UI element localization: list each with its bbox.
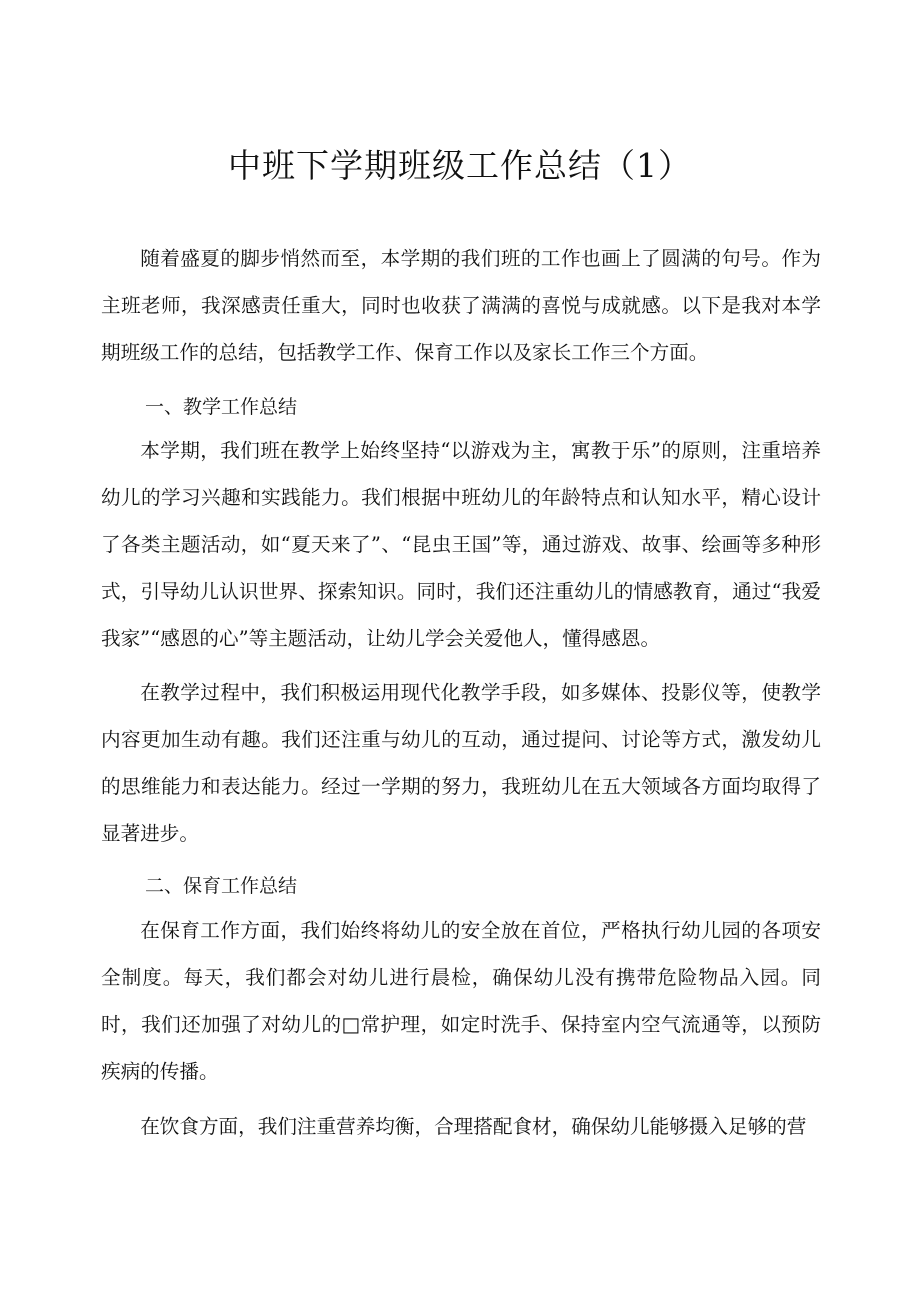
care-paragraph-2: 在饮食方面，我们注重营养均衡，合理搭配食材，确保幼儿能够摄入足够的营 <box>140 1115 807 1138</box>
care-paragraph-1: 在保育工作方面，我们始终将幼儿的安全放在首位，严格执行幼儿园的各项安全制度。每天，我们都会对幼儿进行晨检，确保幼儿没有携带危险物品入园。同时，我们还加强了对幼儿的□常护理，如定时洗手、保持室内空气流通等，以预防疾病的传播。 <box>101 919 821 1083</box>
teaching-block-1 <box>101 427 821 662</box>
teaching-paragraph-1: 本学期，我们班在教学上始终坚持“以游戏为主，寓教于乐”的原则，注重培养幼儿的学习兴趣和实践能力。我们根据中班幼儿的年龄特点和认知水平，精心设计了各类主题活动，如“夏天来了”、“昆虫王国”等，通过游戏、故事、绘画等多种形式，引导幼儿认识世界、探索知识。同时，我们还注重幼儿的情感教育，通过“我爱我家”“感恩的心”等主题活动，让幼儿学会关爱他人，懂得感恩。 <box>101 439 821 650</box>
intro-block <box>101 235 821 376</box>
section-heading-care: 二、保育工作总结 <box>145 875 298 897</box>
intro-paragraph: 随着盛夏的脚步悄然而至，本学期的我们班的工作也画上了圆满的句号。作为主班老师，我深感责任重大，同时也收获了满满的喜悦与成就感。以下是我对本学期班级工作的总结，包括教学工作、保育工作以及家长工作三个方面。 <box>101 247 821 364</box>
care-block-2 <box>101 1103 821 1150</box>
teaching-block-2 <box>101 669 821 857</box>
section-heading-teaching: 一、教学工作总结 <box>145 396 298 418</box>
page-title: 中班下学期班级工作总结（1） <box>228 146 692 185</box>
teaching-paragraph-2: 在教学过程中，我们积极运用现代化教学手段，如多媒体、投影仪等，使教学内容更加生动有趣。我们还注重与幼儿的互动，通过提问、讨论等方式，激发幼儿的思维能力和表达能力。经过一学期的努力，我班幼儿在五大领域各方面均取得了显著进步。 <box>101 681 821 845</box>
care-block-1 <box>101 907 821 1095</box>
